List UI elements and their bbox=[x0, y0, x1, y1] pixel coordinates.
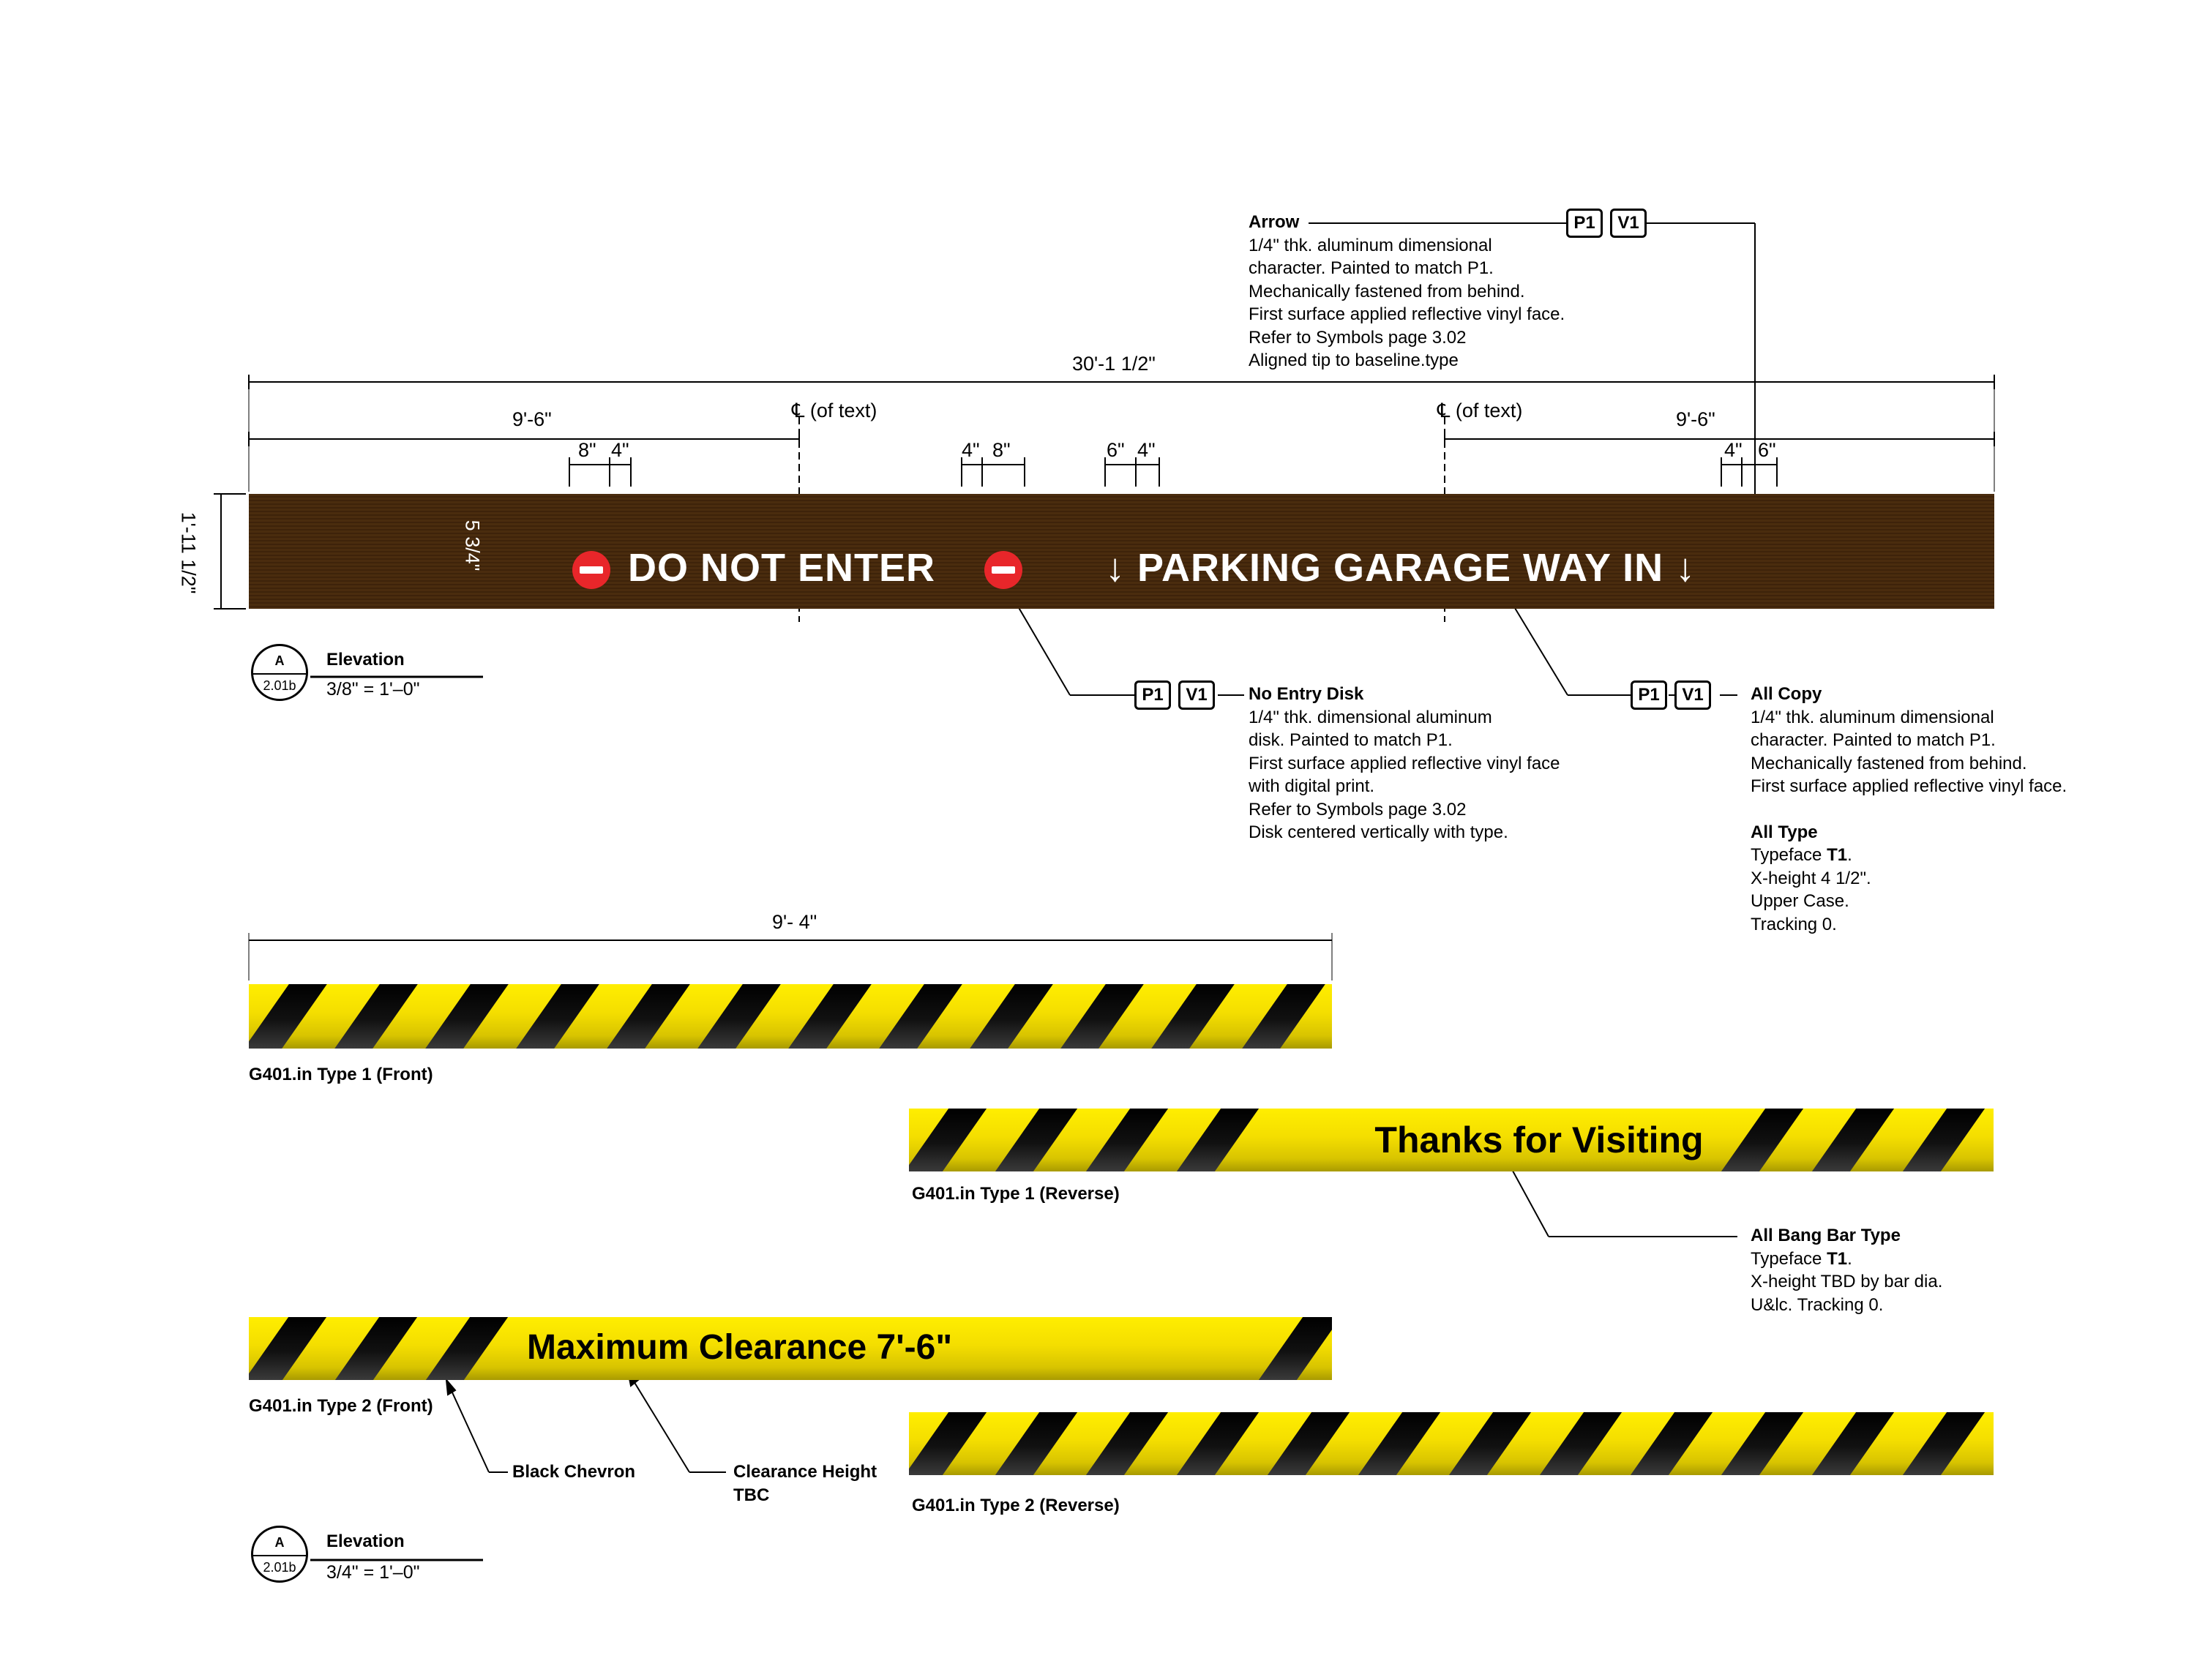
bar-text-clearance: Maximum Clearance 7'-6" bbox=[527, 1328, 953, 1367]
callout-clearance-1: Clearance Height bbox=[733, 1462, 877, 1482]
note-line: Refer to Symbols page 3.02 bbox=[1249, 799, 1467, 820]
callout-clearance-2: TBC bbox=[733, 1485, 770, 1505]
note-all-copy bbox=[1751, 683, 2067, 936]
black-chevron-stripe bbox=[1812, 1412, 1894, 1475]
elevation-seal-1 bbox=[251, 644, 308, 701]
label-type1-front: G401.in Type 1 (Front) bbox=[249, 1065, 433, 1084]
sign-parking-garage: ↓ PARKING GARAGE WAY IN ↓ bbox=[1105, 546, 1696, 590]
note-line: Mechanically fastened from behind. bbox=[1249, 281, 1525, 301]
black-chevron-stripe bbox=[697, 984, 781, 1049]
note-line: First surface applied reflective vinyl face bbox=[1249, 753, 1560, 773]
seal-letter: A bbox=[274, 653, 285, 668]
black-chevron-stripe bbox=[607, 984, 690, 1049]
bang-bar-type1-reverse bbox=[909, 1109, 1994, 1171]
note-bang-title: All Bang Bar Type bbox=[1751, 1226, 1901, 1245]
dim-bar-width: 9'- 4" bbox=[772, 911, 817, 933]
note-line: X-height 4 1/2". bbox=[1751, 868, 1871, 888]
note-line: 1/4" thk. aluminum dimensional bbox=[1751, 707, 1994, 727]
note-bang-bar bbox=[1751, 1224, 1942, 1316]
elevation-scale-1: 3/8" = 1'–0" bbox=[326, 679, 420, 700]
note-arrow-title: Arrow bbox=[1249, 212, 1300, 232]
black-chevron-stripe bbox=[1086, 1412, 1168, 1475]
note-period: . bbox=[1847, 1248, 1852, 1269]
black-chevron-stripe bbox=[1060, 984, 1144, 1049]
note-line: character. Painted to match P1. bbox=[1249, 258, 1494, 278]
note-line: character. Painted to match P1. bbox=[1751, 730, 1996, 750]
black-chevron-stripe bbox=[1540, 1412, 1622, 1475]
black-chevron-stripe bbox=[1449, 1412, 1531, 1475]
note-line: 1/4" thk. dimensional aluminum bbox=[1249, 707, 1492, 727]
dim-d4: 8" bbox=[992, 439, 1011, 461]
note-line: U&lc. Tracking 0. bbox=[1751, 1294, 1884, 1315]
dim-d7: 4" bbox=[1724, 439, 1743, 461]
dim-d2: 4" bbox=[611, 439, 629, 461]
black-chevron-stripe bbox=[879, 984, 962, 1049]
tag-p1-copy: P1 bbox=[1631, 680, 1667, 710]
black-chevron-stripe bbox=[1268, 1412, 1350, 1475]
black-chevron-stripe bbox=[1903, 1412, 1985, 1475]
callout-black-chevron: Black Chevron bbox=[512, 1462, 636, 1482]
note-line: First surface applied reflective vinyl face. bbox=[1249, 304, 1565, 324]
seal-sheet: 2.01b bbox=[263, 1560, 296, 1575]
chevron-stripes bbox=[927, 1412, 1994, 1475]
dim-overall: 30'-1 1/2" bbox=[1072, 353, 1156, 375]
note-line: Tracking 0. bbox=[1751, 914, 1837, 934]
note-text: Typeface bbox=[1751, 845, 1827, 865]
black-chevron-stripe bbox=[249, 984, 327, 1049]
label-type1-reverse: G401.in Type 1 (Reverse) bbox=[912, 1184, 1120, 1204]
black-chevron-stripe bbox=[1151, 984, 1235, 1049]
black-chevron-stripe bbox=[1177, 1412, 1259, 1475]
no-entry-disk-right-icon bbox=[984, 551, 1022, 589]
elevation-title-2: Elevation bbox=[326, 1531, 405, 1551]
dim-height: 1'-11 1/2" bbox=[177, 511, 200, 594]
black-chevron-stripe bbox=[1721, 1412, 1803, 1475]
seal-sheet: 2.01b bbox=[263, 678, 296, 693]
note-period: . bbox=[1847, 845, 1852, 865]
note-no-entry-title: No Entry Disk bbox=[1249, 684, 1364, 704]
note-all-type-title: All Type bbox=[1751, 822, 1818, 842]
dim-d8: 6" bbox=[1758, 439, 1776, 461]
black-chevron-stripe bbox=[1242, 984, 1325, 1049]
note-line: First surface applied reflective vinyl face. bbox=[1751, 776, 2067, 796]
black-chevron-stripe bbox=[909, 1412, 987, 1475]
note-line: Upper Case. bbox=[1751, 891, 1849, 911]
sign-do-not-enter: DO NOT ENTER bbox=[628, 546, 936, 590]
no-entry-disk-left-icon bbox=[572, 551, 610, 589]
note-arrow bbox=[1249, 211, 1565, 372]
black-chevron-stripe bbox=[788, 984, 872, 1049]
tag-p1-arrow: P1 bbox=[1566, 209, 1603, 238]
note-line: 1/4" thk. aluminum dimensional bbox=[1249, 235, 1492, 255]
tag-v1-copy: V1 bbox=[1674, 680, 1711, 710]
black-chevron-stripe bbox=[1358, 1412, 1440, 1475]
note-typeface: T1 bbox=[1827, 1248, 1848, 1269]
dim-centerline-right: ℄ (of text) bbox=[1437, 400, 1523, 421]
note-line: with digital print. bbox=[1249, 776, 1375, 796]
dim-d6: 4" bbox=[1137, 439, 1156, 461]
black-chevron-stripe bbox=[1259, 1317, 1332, 1380]
chevron-stripes bbox=[266, 984, 1332, 1049]
elevation-scale-2: 3/4" = 1'–0" bbox=[326, 1562, 420, 1583]
dim-d5: 6" bbox=[1107, 439, 1125, 461]
note-no-entry bbox=[1249, 683, 1560, 844]
dim-centerline-left: ℄ (of text) bbox=[792, 400, 877, 421]
dim-left-span: 9'-6" bbox=[512, 408, 552, 430]
chevron-stripes bbox=[1281, 1317, 1332, 1380]
black-chevron-stripe bbox=[995, 1412, 1077, 1475]
tag-v1-arrow: V1 bbox=[1610, 209, 1647, 238]
bang-bar-type1-front bbox=[249, 984, 1332, 1049]
seal-divider bbox=[253, 673, 306, 675]
seal-divider bbox=[253, 1555, 306, 1556]
elevation-title-1: Elevation bbox=[326, 650, 405, 670]
note-typeface: T1 bbox=[1827, 845, 1848, 865]
black-chevron-stripe bbox=[425, 984, 509, 1049]
elevation-seal-2 bbox=[251, 1526, 308, 1583]
note-line: Disk centered vertically with type. bbox=[1249, 822, 1508, 842]
black-chevron-stripe bbox=[1631, 1412, 1713, 1475]
note-all-copy-title: All Copy bbox=[1751, 684, 1822, 704]
note-line bbox=[1751, 1248, 1942, 1271]
note-text: Typeface bbox=[1751, 1248, 1827, 1269]
label-type2-front: G401.in Type 2 (Front) bbox=[249, 1396, 433, 1416]
black-chevron-stripe bbox=[516, 984, 599, 1049]
black-chevron-stripe bbox=[249, 1317, 326, 1380]
note-line: Refer to Symbols page 3.02 bbox=[1249, 327, 1467, 348]
bar-text-thanks: Thanks for Visiting bbox=[1374, 1120, 1704, 1160]
chevron-stripes bbox=[266, 1317, 539, 1380]
label-type2-reverse: G401.in Type 2 (Reverse) bbox=[912, 1496, 1120, 1515]
dim-d1: 8" bbox=[578, 439, 596, 461]
black-chevron-stripe bbox=[334, 984, 418, 1049]
note-line: Mechanically fastened from behind. bbox=[1751, 753, 2027, 773]
dim-d3: 4" bbox=[962, 439, 980, 461]
note-spacer bbox=[1751, 798, 2067, 821]
black-chevron-stripe bbox=[335, 1317, 417, 1380]
tag-p1-disk: P1 bbox=[1134, 680, 1171, 710]
note-line: X-height TBD by bar dia. bbox=[1751, 1272, 1943, 1291]
tag-v1-disk: V1 bbox=[1178, 680, 1215, 710]
bang-bar-type2-front bbox=[249, 1317, 1332, 1380]
note-line bbox=[1751, 844, 2067, 867]
note-line: disk. Painted to match P1. bbox=[1249, 730, 1453, 750]
black-chevron-stripe bbox=[970, 984, 1053, 1049]
dim-right-span: 9'-6" bbox=[1676, 408, 1715, 430]
note-line: Aligned tip to baseline.type bbox=[1249, 350, 1459, 370]
dim-disk-offset: 5 3/4" bbox=[461, 520, 484, 571]
black-chevron-stripe bbox=[426, 1317, 508, 1380]
seal-letter: A bbox=[274, 1535, 285, 1550]
bang-bar-type2-reverse bbox=[909, 1412, 1994, 1475]
